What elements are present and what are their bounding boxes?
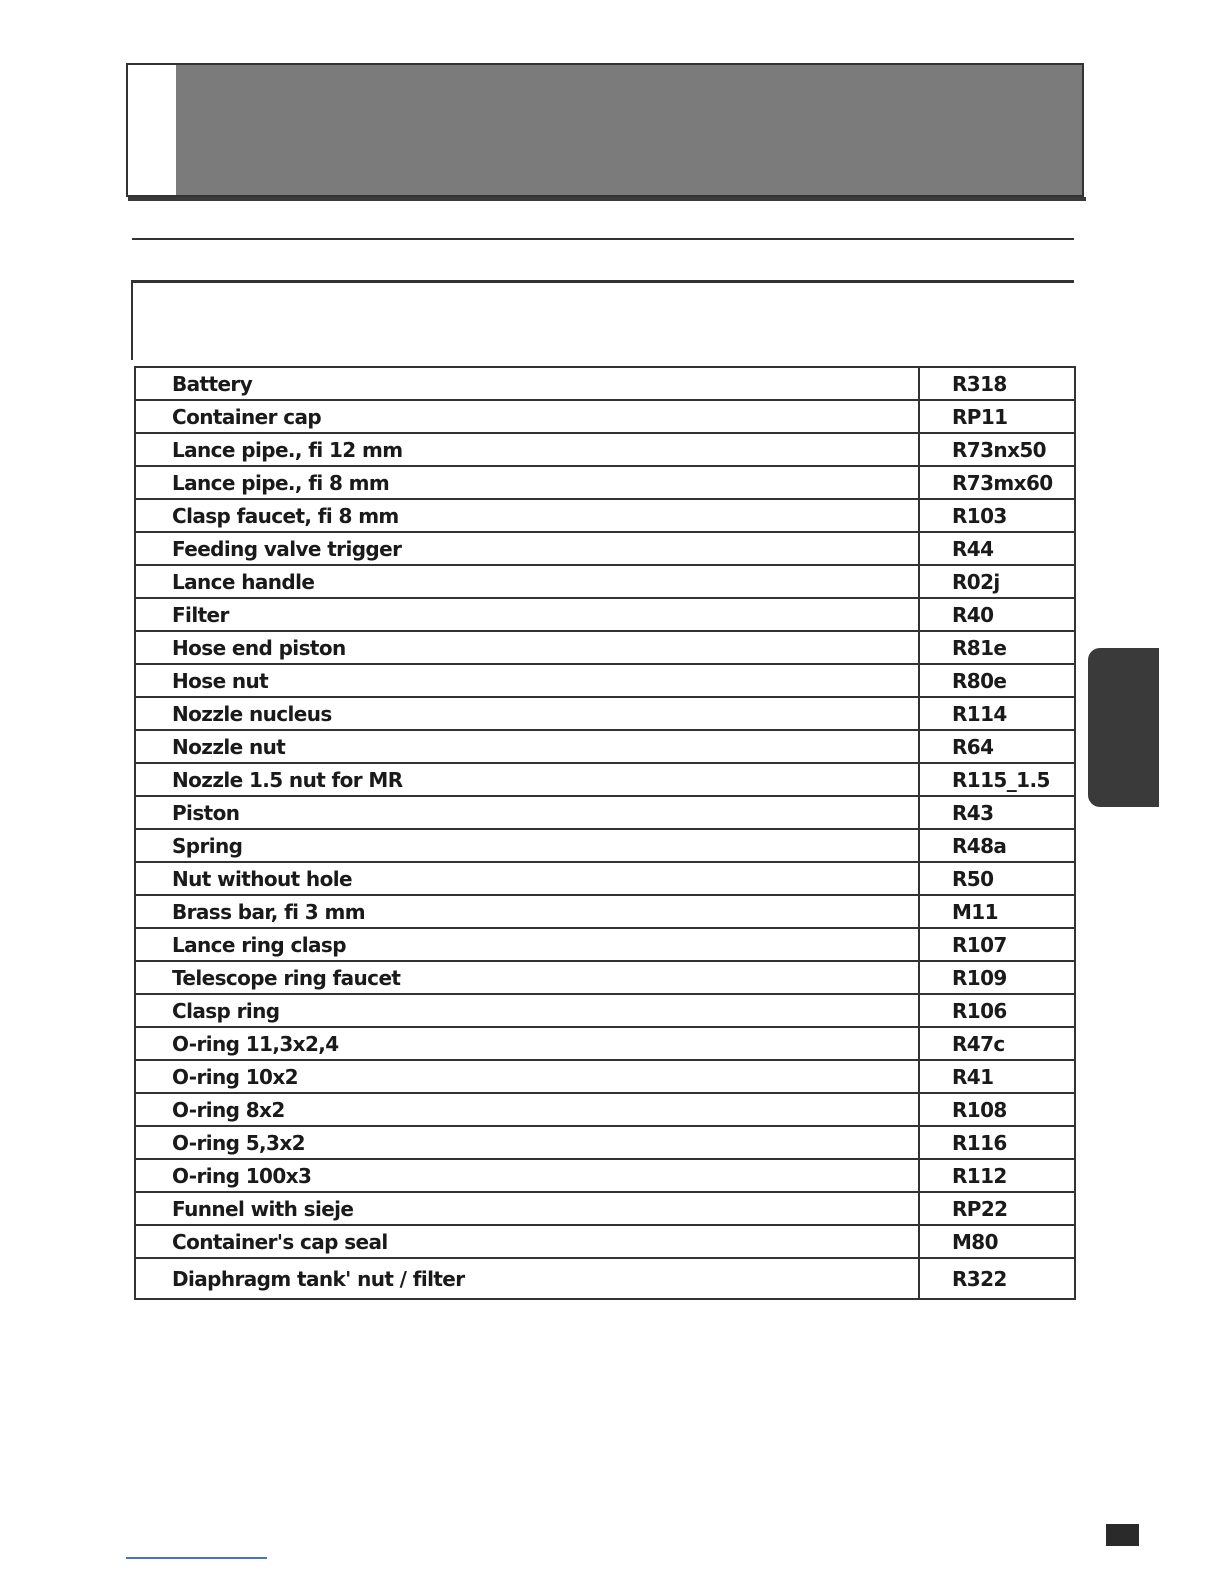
table-row xyxy=(135,895,1075,928)
part-name-cell: O-ring 100x3 xyxy=(135,1159,919,1192)
part-code-cell: R107 xyxy=(919,928,1075,961)
part-name-cell: Lance pipe., fi 12 mm xyxy=(135,433,919,466)
part-code-cell: R50 xyxy=(919,862,1075,895)
part-name-cell: Nozzle 1.5 nut for MR xyxy=(135,763,919,796)
part-code-cell: R318 xyxy=(919,367,1075,400)
table-row xyxy=(135,400,1075,433)
part-name-cell: Hose nut xyxy=(135,664,919,697)
part-name-cell: Clasp ring xyxy=(135,994,919,1027)
table-row xyxy=(135,1126,1075,1159)
part-name-cell: O-ring 8x2 xyxy=(135,1093,919,1126)
table-row xyxy=(135,1192,1075,1225)
page-number-box xyxy=(1106,1524,1139,1546)
table-row xyxy=(135,466,1075,499)
part-code-cell: R81e xyxy=(919,631,1075,664)
table-row xyxy=(135,433,1075,466)
part-code-cell: R73nx50 xyxy=(919,433,1075,466)
spare-parts-table-body xyxy=(135,367,1075,1299)
part-name-cell: Lance handle xyxy=(135,565,919,598)
table-row xyxy=(135,1027,1075,1060)
part-code-cell: R80e xyxy=(919,664,1075,697)
table-row xyxy=(135,961,1075,994)
part-code-cell: R73mx60 xyxy=(919,466,1075,499)
part-name-cell: Container's cap seal xyxy=(135,1225,919,1258)
table-row xyxy=(135,1093,1075,1126)
part-name-cell: Piston xyxy=(135,796,919,829)
part-code-cell: R41 xyxy=(919,1060,1075,1093)
table-row xyxy=(135,664,1075,697)
table-row xyxy=(135,829,1075,862)
table-row xyxy=(135,532,1075,565)
table-row xyxy=(135,499,1075,532)
part-name-cell: Clasp faucet, fi 8 mm xyxy=(135,499,919,532)
part-code-cell: R116 xyxy=(919,1126,1075,1159)
part-name-cell: Nozzle nucleus xyxy=(135,697,919,730)
part-name-cell: O-ring 11,3x2,4 xyxy=(135,1027,919,1060)
part-name-cell: O-ring 5,3x2 xyxy=(135,1126,919,1159)
table-heading-rule-left xyxy=(131,280,133,360)
part-name-cell: O-ring 10x2 xyxy=(135,1060,919,1093)
part-name-cell: Nut without hole xyxy=(135,862,919,895)
spare-parts-table xyxy=(134,366,1076,1300)
part-name-cell: Feeding valve trigger xyxy=(135,532,919,565)
footer-link-underline[interactable] xyxy=(126,1557,267,1559)
part-name-cell: Hose end piston xyxy=(135,631,919,664)
table-row xyxy=(135,1159,1075,1192)
table-row xyxy=(135,1225,1075,1258)
part-code-cell: R109 xyxy=(919,961,1075,994)
part-code-cell: R43 xyxy=(919,796,1075,829)
part-code-cell: R103 xyxy=(919,499,1075,532)
part-code-cell: R115_1.5 xyxy=(919,763,1075,796)
table-row xyxy=(135,730,1075,763)
part-name-cell: Telescope ring faucet xyxy=(135,961,919,994)
part-code-cell: R48a xyxy=(919,829,1075,862)
part-code-cell: R40 xyxy=(919,598,1075,631)
part-code-cell: R02j xyxy=(919,565,1075,598)
part-code-cell: M80 xyxy=(919,1225,1075,1258)
table-row xyxy=(135,1060,1075,1093)
part-name-cell: Filter xyxy=(135,598,919,631)
part-name-cell: Container cap xyxy=(135,400,919,433)
part-name-cell: Spring xyxy=(135,829,919,862)
table-row xyxy=(135,631,1075,664)
section-divider xyxy=(132,238,1074,240)
part-name-cell: Lance ring clasp xyxy=(135,928,919,961)
part-code-cell: R106 xyxy=(919,994,1075,1027)
table-row xyxy=(135,928,1075,961)
table-row xyxy=(135,796,1075,829)
chapter-side-tab[interactable] xyxy=(1088,648,1159,807)
part-code-cell: R47c xyxy=(919,1027,1075,1060)
part-name-cell: Battery xyxy=(135,367,919,400)
table-row xyxy=(135,1258,1075,1299)
table-heading-rule xyxy=(131,280,1074,283)
table-row xyxy=(135,994,1075,1027)
part-code-cell: R112 xyxy=(919,1159,1075,1192)
part-name-cell: Diaphragm tank' nut / filter xyxy=(135,1258,919,1299)
part-name-cell: Lance pipe., fi 8 mm xyxy=(135,466,919,499)
table-row xyxy=(135,763,1075,796)
part-code-cell: R114 xyxy=(919,697,1075,730)
part-name-cell: Nozzle nut xyxy=(135,730,919,763)
table-row xyxy=(135,598,1075,631)
part-code-cell: R44 xyxy=(919,532,1075,565)
part-code-cell: R322 xyxy=(919,1258,1075,1299)
part-name-cell: Brass bar, fi 3 mm xyxy=(135,895,919,928)
part-code-cell: RP11 xyxy=(919,400,1075,433)
chapter-header-box xyxy=(126,63,1084,197)
part-name-cell: Funnel with sieje xyxy=(135,1192,919,1225)
part-code-cell: M11 xyxy=(919,895,1075,928)
part-code-cell: R108 xyxy=(919,1093,1075,1126)
part-code-cell: R64 xyxy=(919,730,1075,763)
chapter-header-fill xyxy=(176,65,1082,195)
chapter-header-shadow xyxy=(128,197,1086,201)
part-code-cell: RP22 xyxy=(919,1192,1075,1225)
table-row xyxy=(135,697,1075,730)
table-row xyxy=(135,862,1075,895)
table-row xyxy=(135,565,1075,598)
table-row xyxy=(135,367,1075,400)
